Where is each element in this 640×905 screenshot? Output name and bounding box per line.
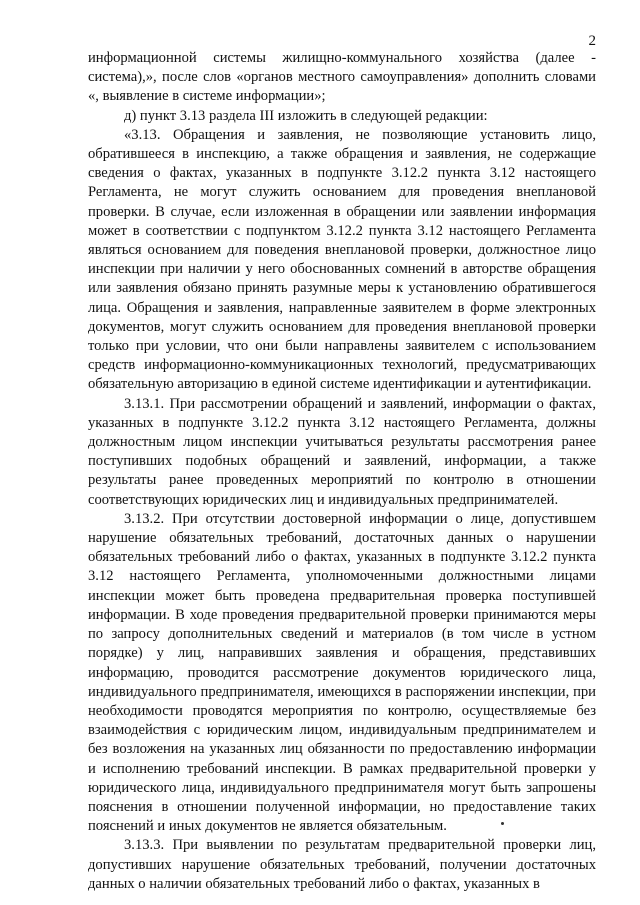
stray-dot-mark — [501, 822, 504, 825]
paragraph-3-13-1: 3.13.1. При рассмотрении обращений и заявлений, информации о фактах, указанных в подпункте 3.12.2 пункта 3.12 настоящего Регламента, должны должностным лицом инспекции учитываться результаты рассмотрения ранее поступивших подобных обращений и заявлений, информации, а также результаты ранее проведенных мероприятий по контролю в отношении соответствующих юридических лиц и индивидуальных предпринимателей. — [88, 395, 596, 508]
paragraph-3-13: «3.13. Обращения и заявления, не позволяющие установить лицо, обратившееся в инспекцию, а также обращения и заявления, не содержащие сведения о фактах, указанных в подпункте 3.12.2 пункта 3.12 настоящего Регламента, не могут служить основанием для проведения внеплановой проверки. В случае, если изложенная в обращении или заявлении информация может в соответствии с подпунктом 3.12.2 пункта 3.12 настоящего Регламента являться основанием для поведения внеплановой проверки, должностное лицо инспекции при наличии у него обоснованных сомнений в авторстве обращения или заявления обязано принять разумные меры к установлению обратившегося лица. Обращения и заявления, направленные заявителем в форме электронных документов, могут служить основанием для проведения внеплановой проверки только при условии, что они были направлены заявителем с использованием средств информационно-коммуникационных технологий, предусматривающих обязательную авторизацию в единой системе идентификации и аутентификации. — [88, 126, 596, 393]
paragraph-amendment-d: д) пункт 3.13 раздела III изложить в следующей редакции: — [124, 107, 488, 124]
paragraph-continuation: информационной системы жилищно-коммунального хозяйства (далее - система),», после слов «органов местного самоуправления» дополнить словами «, выявление в системе информации»; — [88, 50, 596, 105]
page-number: 2 — [588, 33, 596, 49]
paragraph-3-13-3: 3.13.3. При выявлении по результатам предварительной проверки лиц, допустивших нарушение обязательных требований, получении достаточных данных о наличии обязательных требований либо о фактах, указанных в — [88, 837, 596, 892]
paragraph-3-13-2: 3.13.2. При отсутствии достоверной информации о лице, допустившем нарушение обязательных требований, достаточных данных о нарушении обязательных требований либо о фактах, указанных в подпункте 3.12.2 пункта 3.12 настоящего Регламента, уполномоченными должностными лицами инспекции может быть проведена предварительная проверка поступившей информации. В ходе проведения предварительной проверки принимаются меры по запросу дополнительных сведений и материалов (в том числе в устном порядке) у лиц, направивших заявления и обращения, представивших информацию, проводится рассмотрение документов юридического лица, индивидуального предпринимателя, имеющихся в распоряжении инспекции, при необходимости проводятся мероприятия по контролю, осуществляемые без взаимодействия с юридическим лицом, индивидуальным предпринимателем и без возложения на указанных лиц обязанности по предоставлению информации и исполнению требований инспекции. В рамках предварительной проверки у юридического лица, индивидуального предпринимателя могут быть запрошены пояснения в отношении полученной информации, но предоставление таких пояснений и иных документов не является обязательным. — [88, 510, 596, 835]
document-body — [88, 49, 596, 894]
